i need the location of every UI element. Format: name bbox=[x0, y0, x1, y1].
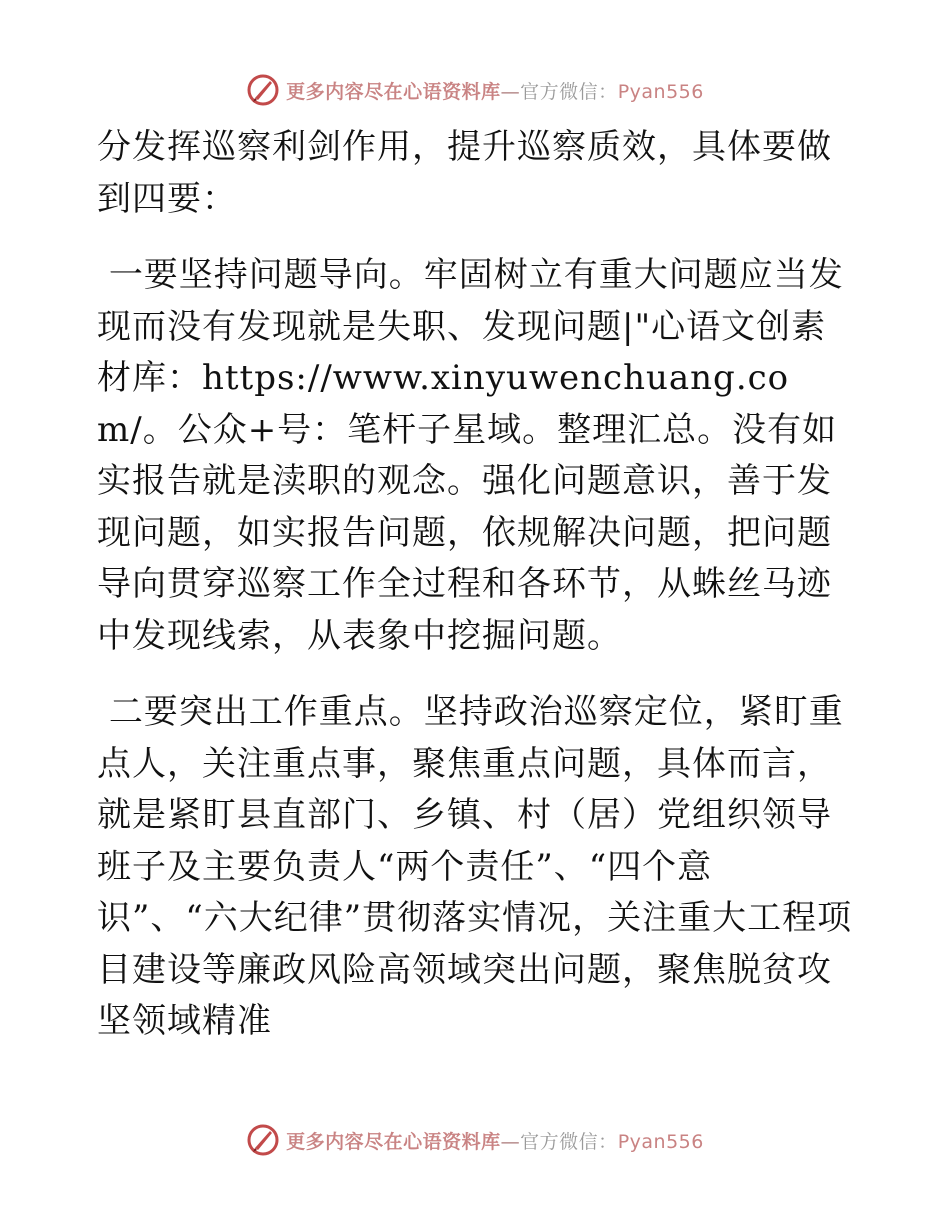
paragraph: 分发挥巡察利剑作用，提升巡察质效，具体要做到四要： bbox=[97, 127, 832, 219]
header-watermark-banner bbox=[0, 70, 950, 110]
banner-brand: 更多内容尽在心语资料库 bbox=[286, 80, 501, 103]
banner-text bbox=[286, 77, 704, 104]
banner-wechat-id: Pyan556 bbox=[617, 80, 704, 103]
quill-logo-icon bbox=[246, 73, 280, 107]
paragraph: 一要坚持问题导向。牢固树立有重大问题应当发现而没有发现就是失职、发现问题|"心语文创素材库：https://www.xinyuwenchuang.com/。公众+号：笔杆子星域。整理汇总。没有如实报告就是渎职的观念。强化问题意识，善于发现问题，如实报告问题，依规解决问题，把问题导向贯穿巡察工作全过程和各环节，从蛛丝马迹中发现线索，从表象中挖掘问题。 bbox=[97, 255, 844, 656]
paragraph: 二要突出工作重点。坚持政治巡察定位，紧盯重点人，关注重点事，聚焦重点问题，具体而言，就是紧盯县直部门、乡镇、村（居）党组织领导班子及主要负责人“两个责任”、“四个意识”、“六大纪律”贯彻落实情况，关注重大工程项目建设等廉政风险高领域突出问题，聚焦脱贫攻坚领域精准 bbox=[97, 692, 853, 1041]
banner-wechat-id: Pyan556 bbox=[617, 1130, 704, 1153]
footer-watermark-banner bbox=[0, 1120, 950, 1160]
banner-label: 官方微信： bbox=[520, 1130, 618, 1153]
banner-text bbox=[286, 1127, 704, 1154]
banner-brand: 更多内容尽在心语资料库 bbox=[286, 1130, 501, 1153]
quill-logo-icon bbox=[246, 1123, 280, 1157]
banner-separator: — bbox=[500, 80, 521, 103]
document-body bbox=[97, 122, 853, 1048]
banner-separator: — bbox=[500, 1130, 521, 1153]
banner-label: 官方微信： bbox=[520, 80, 618, 103]
